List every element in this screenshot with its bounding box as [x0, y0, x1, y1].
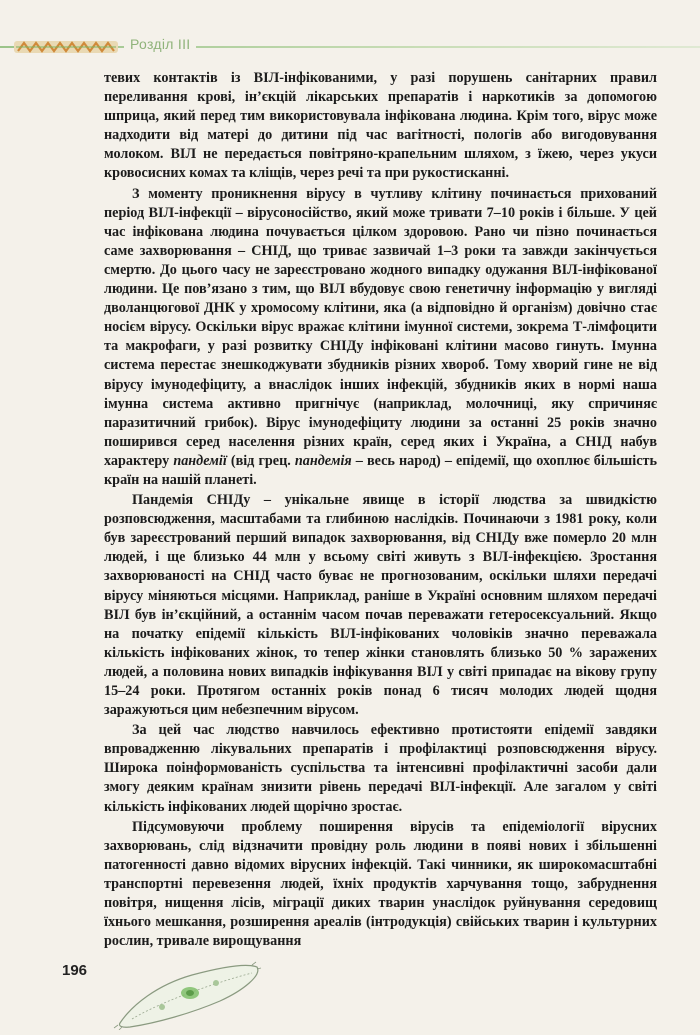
- page-header: [0, 34, 700, 60]
- term-pandemic: пандемії: [173, 452, 227, 469]
- decorative-header-ornament-icon: [14, 38, 118, 56]
- paragraph-4: За цей час людство навчилось ефективно протистояти епідемії завдяки впровадженню лікувальних препаратів і профілактиці розповсюдження вірусу. Широка поінформованість суспільства та інтенсивні профілактичні засоби дали змогу деяким країнам знизити рівень передачі ВІЛ-інфекції. Але загалом у світі кількість інфікованих людей щорічно зростає.: [104, 722, 657, 815]
- paragraph-2-part-3: – весь народ) – епідемії, що охоплює більшість країн на нашій планеті.: [104, 452, 657, 488]
- paragraph-2: [104, 185, 657, 491]
- paramecium-drawing-icon: [112, 945, 262, 1030]
- paragraph-2-part-2: (від грец.: [226, 452, 295, 469]
- main-text: [104, 69, 657, 952]
- paragraph-3: Пандемія СНІДу – унікальне явище в історії людства за швидкістю розповсюдження, масштабами та глибиною наслідків. Починаючи з 1981 року, коли був зареєстрований перший випадок захворювання, від СНІДу вже померло 20 млн людей, і ще близько 44 млн у всьому світі живуть з ВІЛ-інфекцією. Зростання захворюваності на СНІД часто буває не прогнозованим, оскільки шляхи передачі вірусу міняються місцями. Наприклад, раніше в Україні основним шляхом передачі ВІЛ був ін’єкційний, а останнім часом почав переважати гетеросексуальний. Якщо на початку епідемії кількість ВІЛ-інфікованих чоловіків значно переважала кількість інфікованих жінок, то тепер жінки становлять близько 50 % заражених людей, а половина нових випадків інфікування ВІЛ у світі припадає на вікову групу 15–24 роки. Протягом останніх років понад 6 тисяч молодих людей щодня заражуються цим небезпечним вірусом.: [104, 492, 657, 719]
- paragraph-5: Підсумовуючи проблему поширення вірусів та епідеміології вірусних захворювань, слід відзначити провідну роль людини в появі нових і збільшенні патогенності давно відомих вірусних інфекцій. Такі чинники, як широкомасштабні транспортні перевезення людей, їхніх продуктів харчування тощо, забруднення повітря, нищення лісів, міграції диких тварин унаслідок руйнування середовищ їхнього мешкання, розширення ареалів (інтродукція) свійських тварин і культурних рослин, тривале вирощування: [104, 818, 657, 950]
- term-pandemia-greek: пандемія: [294, 452, 352, 469]
- page-number: 196: [62, 962, 88, 979]
- paragraph-2-part-1: З моменту проникнення вірусу в чутливу клітину починається прихований період ВІЛ-інфекції – вірусоносійство, який може тривати 7–10 років і більше. У цей час інфікована людина почувається цілком здоровою. Рано чи пізно починається саме захворювання – СНІД, що триває зазвичай 1–3 роки та завжди закінчується смертю. До цього часу не зареєстровано жодного випадку одужання ВІЛ-інфікованої людини. Це пов’язано з тим, що ВІЛ вбудовує свою генетичну інформацію у вигляді дволанцюгової ДНК у хромосому клітини, яка (а відповідно й організм) довічно стає носієм вірусу. Оскільки вірус вражає клітини імунної системи, зокрема Т-лімфоцити та макрофаги, у разі розвитку СНІДу інфіковані клітини масово гинуть. Імунна система перестає знешкоджувати збудників різних хвороб. Тому хворий гине не від вірусу імунодефіциту, а внаслідок інших інфекцій, збудників яких в нормі наша імунна система активно пригнічує (наприклад, молочниці, яку спричиняє паразитичний грибок). Вірус імунодефіциту людини за останні 25 років значно поширився серед населення різних країн, серед яких і Україна, а СНІД набув характеру: [104, 185, 657, 469]
- section-label: Розділ III: [124, 36, 196, 52]
- paragraph-1: тевих контактів із ВІЛ-інфікованими, у разі порушень санітарних правил переливання крові, ін’єкцій лікарських препаратів і наркотиків за допомогою шприца, який перед тим використовувала інфікована людина. Крім того, вірус може надходити від матері до дитини під час вагітності, пологів або вигодовування молоком. ВІЛ не передається повітряно-крапельним шляхом, з їжею, через укуси кровосисних комах та кліщів, через речі та при рукостисканні.: [104, 70, 657, 182]
